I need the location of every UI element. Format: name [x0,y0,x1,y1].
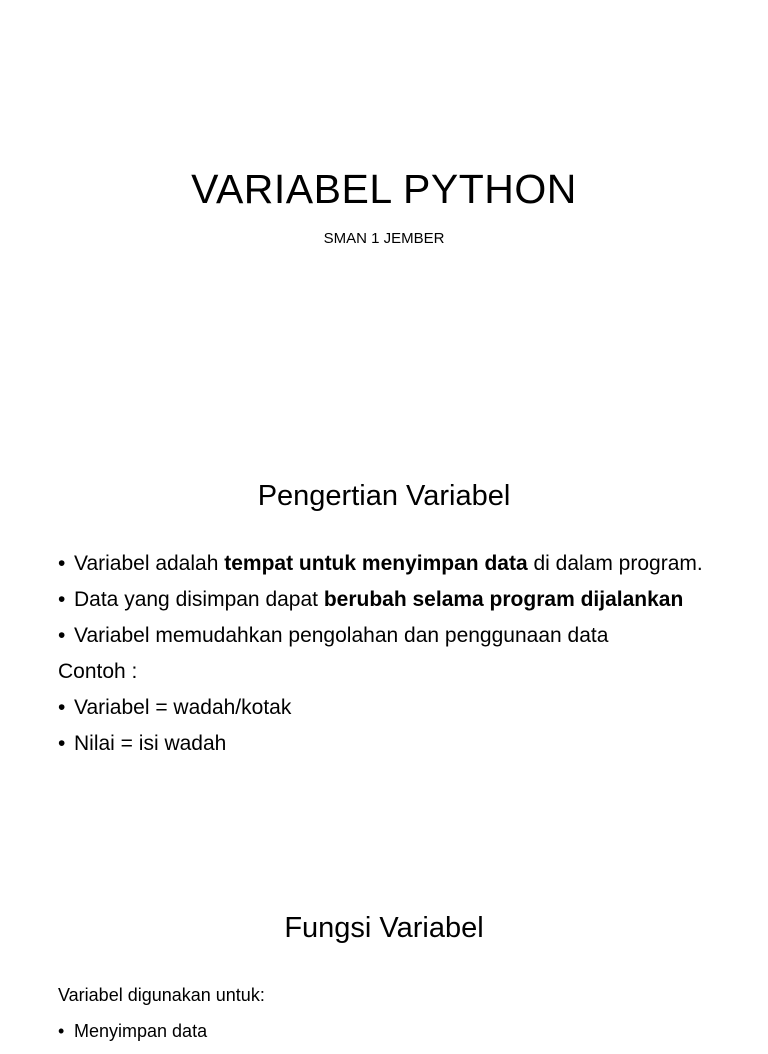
bullet-item [58,694,708,721]
slide-body [58,550,708,766]
intro-text: Variabel digunakan untuk: [58,985,265,1005]
bullet-item [58,730,708,757]
bullet-text: Variabel adalah [74,552,225,575]
bullet-icon: • [58,552,66,575]
bullet-text: Nilai = isi wadah [74,732,227,755]
bullet-item [58,586,708,613]
slide-body [58,982,708,1054]
bullet-item [58,622,708,649]
bullet-icon: • [58,624,66,647]
bullet-icon: • [58,696,66,719]
slide-title: Pengertian Variabel [257,480,511,512]
bullet-icon: • [58,588,66,611]
example-label: Contoh : [58,660,138,683]
bullet-text: Variabel = wadah/kotak [74,696,292,719]
presentation-title: VARIABEL PYTHON [191,166,577,212]
bullet-text: Menyimpan data [74,1021,208,1041]
bullet-text: Variabel memudahkan pengolahan dan penggunaan data [74,624,609,647]
bullet-icon: • [58,1021,65,1041]
bullet-item [58,1018,708,1045]
slide-title: Fungsi Variabel [284,912,484,944]
bullet-item [58,550,708,577]
bullet-text: Data yang disimpan dapat [74,588,324,611]
title-slide [0,0,768,432]
bullet-text: di dalam program. [527,552,703,575]
bullet-icon: • [58,732,66,755]
bullet-bold-text: berubah selama program dijalankan [323,588,684,611]
presentation-subtitle: SMAN 1 JEMBER [323,230,445,247]
bullet-bold-text: tempat untuk menyimpan data [224,552,528,575]
function-slide [0,864,768,1041]
definition-slide [0,432,768,864]
